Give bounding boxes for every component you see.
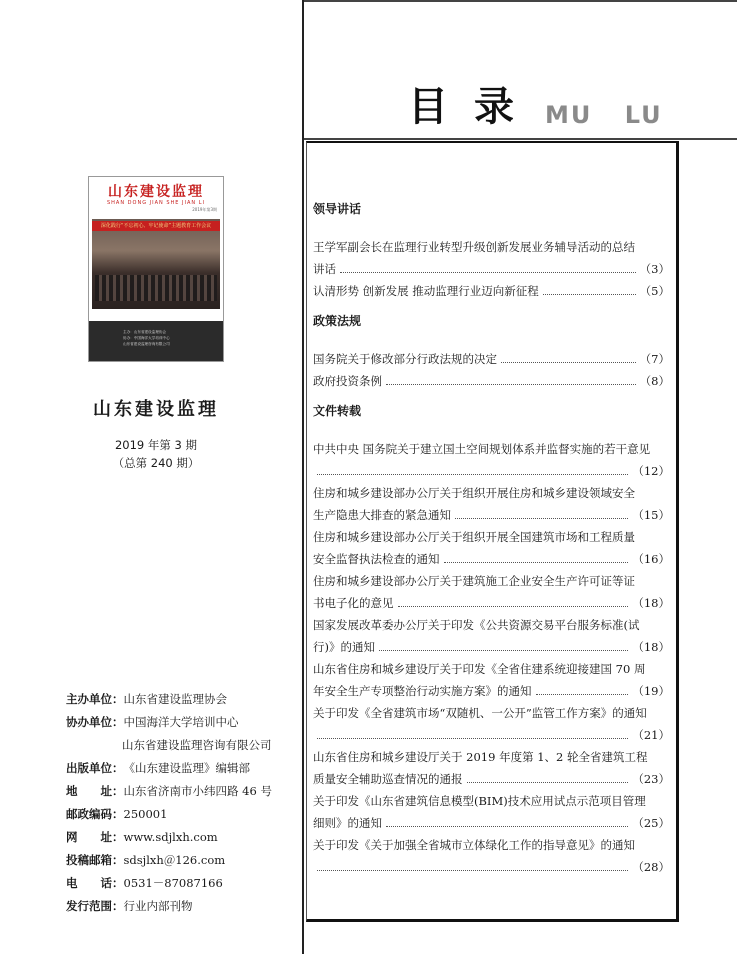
toc-page-number: （18） <box>632 640 670 654</box>
section-spacer <box>313 302 670 308</box>
dot-leader <box>398 606 629 607</box>
dot-leader <box>543 294 636 295</box>
toc-entry-last-line <box>313 724 670 746</box>
toc-entry-title-line: 政府投资条例 <box>313 374 382 388</box>
imprint-value: 山东省济南市小纬四路 46 号 <box>123 784 272 798</box>
imprint-value: 行业内部刊物 <box>123 899 193 913</box>
toc-page-number: （19） <box>632 684 670 698</box>
dot-leader <box>386 384 636 385</box>
toc-page-number: （18） <box>632 596 670 610</box>
imprint-row <box>66 780 272 803</box>
header-top-rule <box>304 0 737 2</box>
imprint <box>66 688 272 918</box>
toc-entry[interactable] <box>313 438 670 482</box>
imprint-row <box>66 895 272 918</box>
dot-leader <box>317 870 628 871</box>
imprint-value: 山东省建设监理协会 <box>123 692 227 706</box>
cover-title: 山东建设监理 <box>108 184 204 200</box>
imprint-value: 山东省建设监理咨询有限公司 <box>122 738 272 752</box>
cover-audience <box>95 275 217 301</box>
imprint-row <box>66 803 272 826</box>
toc-page-number: （8） <box>639 374 670 388</box>
cover-footer-line: 协办：中国海洋大学培训中心 <box>123 336 170 340</box>
dot-leader <box>317 738 628 739</box>
toc-entry-title-line: 生产隐患大排查的紧急通知 <box>313 508 451 522</box>
toc-entry-last-line <box>313 370 670 392</box>
toc-entry-last-line <box>313 680 670 702</box>
toc-entry-title-line: 国家发展改革委办公厅关于印发《公共资源交易平台服务标准(试 <box>313 618 640 632</box>
cover-footer-line: 山东省建设监理咨询有限公司 <box>123 342 170 346</box>
toc-entry[interactable] <box>313 790 670 834</box>
toc-entry-last-line <box>313 812 670 834</box>
toc-page-number: （3） <box>639 262 670 276</box>
cover-banner: 深化践行“不忘初心、牢记使命”主题教育工作会议 <box>92 221 220 231</box>
cover-footer <box>89 321 223 361</box>
toc-entry[interactable] <box>313 614 670 658</box>
imprint-row <box>66 872 272 895</box>
toc-entry[interactable] <box>313 834 670 878</box>
toc-entry-last-line <box>313 548 670 570</box>
imprint-label: 邮政编码： <box>66 807 124 821</box>
toc-entry-last-line <box>313 258 670 280</box>
toc-section-title: 政策法规 <box>313 314 362 328</box>
toc-section-title: 文件转载 <box>313 404 362 418</box>
toc-entry-title-line: 讲话 <box>313 262 336 276</box>
toc-entry[interactable] <box>313 348 670 370</box>
imprint-row <box>66 711 272 734</box>
toc-entry[interactable] <box>313 702 670 746</box>
dot-leader <box>536 694 629 695</box>
toc-entry-title-line: 中共中央 国务院关于建立国土空间规划体系并监督实施的若干意见 <box>313 442 651 456</box>
toc-page-number: （12） <box>632 464 670 478</box>
toc-entry-title-line: 安全监督执法检查的通知 <box>313 552 440 566</box>
toc-entry-last-line <box>313 592 670 614</box>
toc-entry-last-line <box>313 856 670 878</box>
contents-title-pinyin: MU LU <box>545 101 663 129</box>
imprint-value: 中国海洋大学培训中心 <box>123 715 239 729</box>
cover-footer-line: 主办：山东省建设监理协会 <box>123 330 167 334</box>
toc-entry-title-line: 认清形势 创新发展 推动监理行业迈向新征程 <box>313 284 539 298</box>
imprint-label: 发行范围： <box>66 899 124 913</box>
imprint-label: 协办单位： <box>66 715 124 729</box>
toc-entry-title-line: 年安全生产专项整治行动实施方案》的通知 <box>313 684 532 698</box>
dot-leader <box>467 782 629 783</box>
toc-entry-title-line: 书电子化的意见 <box>313 596 394 610</box>
dot-leader <box>340 272 636 273</box>
toc-entry[interactable] <box>313 570 670 614</box>
imprint-value: www.sdjlxh.com <box>123 830 218 844</box>
toc-entry-last-line <box>313 636 670 658</box>
toc-page-number: （7） <box>639 352 670 366</box>
issue-total: （总第 240 期） <box>112 456 200 470</box>
imprint-row <box>66 688 272 711</box>
toc-entry[interactable] <box>313 746 670 790</box>
imprint-row <box>66 734 272 757</box>
imprint-row <box>66 849 272 872</box>
table-of-contents <box>313 198 670 878</box>
dot-leader <box>455 518 628 519</box>
toc-entry-title-line: 质量安全辅助巡查情况的通报 <box>313 772 463 786</box>
dot-leader <box>317 474 628 475</box>
dot-leader <box>444 562 629 563</box>
imprint-value: sdsjlxh＠126.com <box>123 853 226 867</box>
cover-thumbnail <box>88 176 224 362</box>
toc-entry-last-line <box>313 460 670 482</box>
toc-entry-last-line <box>313 280 670 302</box>
toc-entry-title-line: 山东省住房和城乡建设厅关于印发《全省住建系统迎接建国 70 周 <box>313 662 646 676</box>
toc-entry[interactable] <box>313 658 670 702</box>
toc-entry-title-line: 山东省住房和城乡建设厅关于 2019 年度第 1、2 轮全省建筑工程 <box>313 750 648 764</box>
toc-entry-title-line: 关于印发《全省建筑市场“双随机、一公开”监管工作方案》的通知 <box>313 706 647 720</box>
toc-entry-title-line: 国务院关于修改部分行政法规的决定 <box>313 352 497 366</box>
toc-entry-last-line <box>313 768 670 790</box>
issue-number: 2019 年第 3 期 <box>114 438 198 452</box>
contents-title: 目录 <box>408 84 540 130</box>
toc-entry-last-line <box>313 504 670 526</box>
toc-page-number: （23） <box>632 772 670 786</box>
imprint-label: 投稿邮箱： <box>66 853 124 867</box>
toc-entry-title-line: 关于印发《关于加强全省城市立体绿化工作的指导意见》的通知 <box>313 838 635 852</box>
imprint-value: 0531－87087166 <box>123 876 223 890</box>
toc-entry-title-line: 细则》的通知 <box>313 816 382 830</box>
toc-entry[interactable] <box>313 370 670 392</box>
toc-entry-last-line <box>313 348 670 370</box>
cover-pinyin: SHAN DONG JIAN SHE JIAN LI <box>106 200 205 206</box>
toc-entry[interactable] <box>313 482 670 526</box>
magazine-name: 山东建设监理 <box>93 399 219 420</box>
toc-entry-title-line: 行)》的通知 <box>313 640 375 654</box>
toc-section-title: 领导讲话 <box>313 202 362 216</box>
header-bottom-rule <box>304 138 737 140</box>
toc-entry[interactable] <box>313 526 670 570</box>
dot-leader <box>386 826 628 827</box>
toc-page-number: （28） <box>632 860 670 874</box>
toc-entry[interactable] <box>313 236 670 280</box>
imprint-label: 地 址： <box>66 784 124 798</box>
imprint-label: 电 话： <box>66 876 124 890</box>
imprint-label: 网 址： <box>66 830 124 844</box>
imprint-row <box>66 826 272 849</box>
toc-page-number: （16） <box>632 552 670 566</box>
toc-entry-title-line: 住房和城乡建设部办公厅关于建筑施工企业安全生产许可证等证 <box>313 574 635 588</box>
toc-page-number: （5） <box>639 284 670 298</box>
imprint-value: 250001 <box>123 807 168 821</box>
dot-leader <box>379 650 628 651</box>
toc-entry-title-line: 住房和城乡建设部办公厅关于组织开展住房和城乡建设领域安全 <box>313 486 635 500</box>
imprint-value: 《山东建设监理》编辑部 <box>123 761 250 775</box>
section-spacer <box>313 392 670 398</box>
toc-page-number: （25） <box>632 816 670 830</box>
imprint-row <box>66 757 272 780</box>
toc-entry-title-line: 住房和城乡建设部办公厅关于组织开展全国建筑市场和工程质量 <box>313 530 635 544</box>
dot-leader <box>501 362 636 363</box>
column-divider <box>302 0 304 954</box>
toc-entry[interactable] <box>313 280 670 302</box>
imprint-label: 出版单位： <box>66 761 124 775</box>
imprint-label: 主办单位： <box>66 692 124 706</box>
toc-page-number: （21） <box>632 728 670 742</box>
toc-entry-title-line: 关于印发《山东省建筑信息模型(BIM)技术应用试点示范项目管理 <box>313 794 646 808</box>
cover-issue: 2019年第3期 <box>192 207 217 212</box>
toc-page-number: （15） <box>632 508 670 522</box>
toc-entry-title-line: 王学军副会长在监理行业转型升级创新发展业务辅导活动的总结 <box>313 240 635 254</box>
